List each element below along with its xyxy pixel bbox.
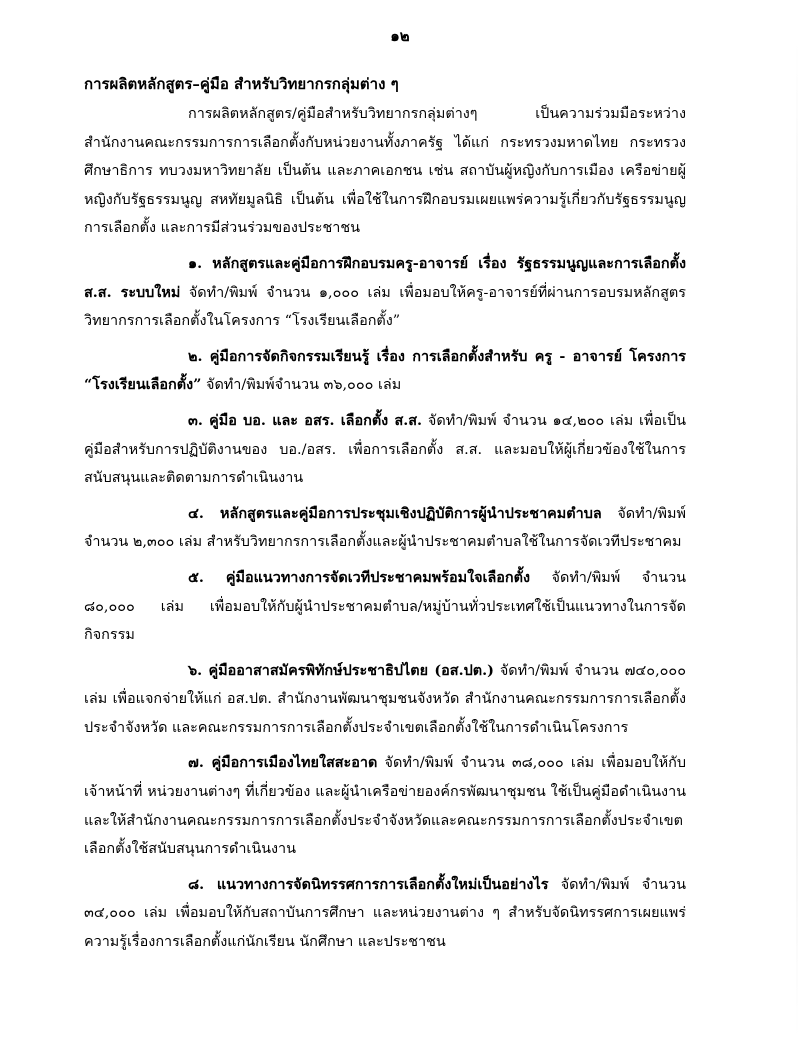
item-text: จัดทำ/พิมพ์ จำนวน ๗๔๐,๐๐๐ เล่ม เพื่อแจกจ่ายให้แก่ อส.ปต. สำนักงานพัฒนาชุมชนจังหวัด สำนักงานคณะกรรมการการเลือกตั้งประจำจังหวัด และคณะกรรมการการเลือกตั้งประจำเขตเลือกตั้งใช้ในการดำเนินโครงการ	[84, 662, 686, 736]
intro-paragraph: การผลิตหลักสูตร/คู่มือสำหรับวิทยากรกลุ่มต่างๆ เป็นความร่วมมือระหว่างสำนักงานคณะกรรมการการเลือกตั้งกับหน่วยงานทั้งภาครัฐ ได้แก่ กระทรวงมหาดไทย กระทรวงศึกษาธิการ ทบวงมหาวิทยาลัย เป็นต้น และภาคเอกชน เช่น สถาบันผู้หญิงกับการเมือง เครือข่ายผู้หญิงกับรัฐธรรมนูญ สหทัยมูลนิธิ เป็นต้น เพื่อใช้ในการฝึกอบรมเผยแพร่ความรู้เกี่ยวกับรัฐธรรมนูญ การเลือกตั้ง และการมีส่วนร่วมของประชาชน	[84, 106, 686, 237]
item-title: ๔. หลักสูตรและคู่มือการประชุมเชิงปฏิบัติการผู้นำประชาคมตำบล	[188, 504, 602, 522]
item-text: จัดทำ/พิมพ์จำนวน ๓๖,๐๐๐ เล่ม	[201, 377, 402, 394]
list-item	[84, 564, 686, 650]
list-item	[84, 657, 686, 743]
item-title: ๘. แนวทางการจัดนิทรรศการการเลือกตั้งใหม่เป็นอย่างไร	[188, 875, 549, 893]
item-text: จัดทำ/พิมพ์ จำนวน ๓๘,๐๐๐ เล่ม เพื่อมอบให้กับเจ้าหน้าที่ หน่วยงานต่างๆ ที่เกี่ยวข้อง และผู้นำเครือข่ายองค์กรพัฒนาชุมชน ใช้เป็นคู่มือดำเนินงานและให้สำนักงานคณะกรรมการการเลือกตั้งประจำจังหวัดและคณะกรรมการการเลือกตั้งประจำเขตเลือกตั้งใช้สนับสนุนการดำเนินงาน	[84, 755, 686, 858]
list-item	[84, 749, 686, 863]
list-item	[84, 250, 686, 336]
list-item	[84, 407, 686, 493]
document-body	[84, 100, 686, 964]
scan-edge-shadow	[796, 40, 798, 1040]
list-item	[84, 343, 686, 400]
item-text: จัดทำ/พิมพ์ จำนวน ๑๔,๒๐๐ เล่ม เพื่อเป็นคู่มือสำหรับการปฏิบัติงานของ บอ./อสร. เพื่อการเลือกตั้ง ส.ส. และมอบให้ผู้เกี่ยวข้องใช้ในการสนับสนุนและติดตามการดำเนินงาน	[84, 412, 686, 487]
item-title: ๗. คู่มือการเมืองไทยใสสะอาด	[188, 754, 378, 772]
list-item	[84, 871, 686, 957]
item-title: ๓. คู่มือ บอ. และ อสร. เลือกตั้ง ส.ส.	[188, 411, 423, 429]
item-text: จัดทำ/พิมพ์ จำนวน ๑,๐๐๐ เล่ม เพื่อมอบให้ครู-อาจารย์ที่ผ่านการอบรมหลักสูตรวิทยากรการเลือกตั้งในโครงการ “โรงเรียนเลือกตั้ง”	[84, 284, 686, 330]
item-text: จัดทำ/พิมพ์จำนวน ๒,๓๐๐ เล่ม สำหรับวิทยากรการเลือกตั้งและผู้นำประชาคมตำบลใช้ในการจัดเวทีประชาคม	[84, 505, 686, 551]
item-text: จัดทำ/พิมพ์ จำนวน ๓๔,๐๐๐ เล่ม เพื่อมอบให้กับสถาบันการศึกษา และหน่วยงานต่าง ๆ สำหรับจัดนิทรรศการเผยแพร่ความรู้เรื่องการเลือกตั้งแก่นักเรียน นักศึกษา และประชาชน	[84, 876, 686, 951]
item-title: ๒. คู่มือการจัดกิจกรรมเรียนรู้ เรื่อง การเลือกตั้งสำหรับ ครู - อาจารย์ โครงการ “โรงเรียนเลือกตั้ง”	[84, 347, 686, 394]
list-item	[84, 500, 686, 557]
item-text: จัดทำ/พิมพ์ จำนวน ๘๐,๐๐๐ เล่ม เพื่อมอบให้กับผู้นำประชาคมตำบล/หมู่บ้านทั่วประเทศใช้เป็นแนวทางในการจัดกิจกรรม	[84, 569, 686, 644]
page-number: ๑๒	[390, 27, 410, 45]
item-title: ๕. คู่มือแนวทางการจัดเวทีประชาคมพร้อมใจเลือกตั้ง	[188, 568, 531, 586]
item-title: ๑. หลักสูตรและคู่มือการฝึกอบรมครู-อาจารย์ เรื่อง รัฐธรรมนูญและการเลือกตั้ง ส.ส. ระบบใหม่	[84, 254, 686, 301]
section-heading: การผลิตหลักสูตร–คู่มือ สำหรับวิทยากรกลุ่มต่าง ๆ	[84, 75, 399, 93]
item-title: ๖. คู่มืออาสาสมัครพิทักษ์ประชาธิปไตย (อส.ปต.)	[188, 661, 494, 679]
